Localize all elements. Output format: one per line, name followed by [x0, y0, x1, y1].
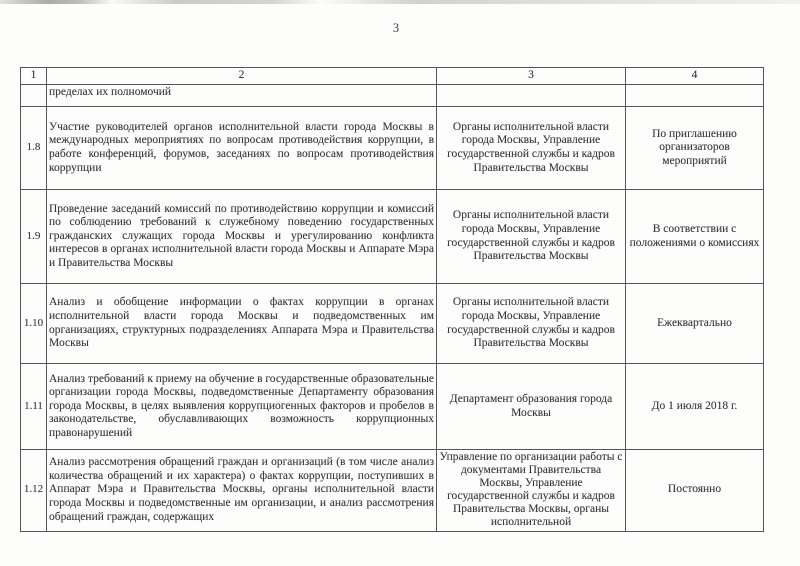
- column-header-4: 4: [626, 68, 764, 85]
- table-row-1-8: [21, 107, 764, 190]
- cell-term: Постоянно: [626, 450, 764, 532]
- table-row-1-12: [21, 450, 764, 532]
- cell-activity: пределах их полномочий: [47, 85, 437, 107]
- column-header-3: 3: [437, 68, 626, 85]
- cell-term: До 1 июля 2018 г.: [626, 364, 764, 450]
- table-header-row: [21, 68, 764, 85]
- cell-activity: Анализ и обобщение информации о фактах коррупции в органах исполнительной власти города Москвы и подведомственных им организациях, структурных подразделениях Аппарата Мэра и Правительства Москвы: [47, 284, 437, 364]
- cell-number: [21, 85, 47, 107]
- cell-term: По приглашению организаторов мероприятий: [626, 107, 764, 190]
- cell-number: 1.12: [21, 450, 47, 532]
- cell-responsible: Департамент образования города Москвы: [437, 364, 626, 450]
- cell-responsible: Органы исполнительной власти города Москвы, Управление государственной службы и кадров Правительства Москвы: [437, 284, 626, 364]
- cell-activity: Анализ рассмотрения обращений граждан и организаций (в том числе анализ количества обращений и их характера) о фактах коррупции, поступивших в Аппарат Мэра и Правительства Москвы, органы исполнительной власти города Москвы и подведомственные им организации, и анализ рассмотрения обращений граждан, содержащих: [47, 450, 437, 532]
- cell-activity: Анализ требований к приему на обучение в государственные образовательные организации города Москвы, подведомственные Департаменту образования города Москвы, в целях выявления коррупциогенных факторов и пробелов в законодательстве, обуславливающих возможность коррупционных правонарушений: [47, 364, 437, 450]
- cell-responsible: Органы исполнительной власти города Москвы, Управление государственной службы и кадров Правительства Москвы: [437, 190, 626, 284]
- cell-number: 1.9: [21, 190, 47, 284]
- table-row-continuation: [21, 85, 764, 107]
- table-row-1-10: [21, 284, 764, 364]
- cell-responsible: Управление по организации работы с документами Правительства Москвы, Управление государственной службы и кадров Правительства Москвы, органы исполнительной: [437, 450, 626, 532]
- column-header-1: 1: [21, 68, 47, 85]
- cell-responsible: [437, 85, 626, 107]
- cell-number: 1.11: [21, 364, 47, 450]
- cell-responsible: Органы исполнительной власти города Москвы, Управление государственной службы и кадров Правительства Москвы: [437, 107, 626, 190]
- cell-activity: Проведение заседаний комиссий по противодействию коррупции и комиссий по соблюдению требований к служебному поведению государственных гражданских служащих города Москвы и урегулированию конфликта интересов в органах исполнительной власти города Москвы и Аппарате Мэра и Правительства Москвы: [47, 190, 437, 284]
- cell-term: [626, 85, 764, 107]
- cell-term: В соответствии с положениями о комиссиях: [626, 190, 764, 284]
- cell-activity: Участие руководителей органов исполнительной власти города Москвы в международных мероприятиях по вопросам противодействия коррупции, в работе конференций, форумов, заседаниях по вопросам противодействия коррупции: [47, 107, 437, 190]
- table-row-1-9: [21, 190, 764, 284]
- cell-number: 1.8: [21, 107, 47, 190]
- cell-term: Ежеквартально: [626, 284, 764, 364]
- column-header-2: 2: [47, 68, 437, 85]
- scan-artifact-top: [0, 0, 800, 4]
- cell-number: 1.10: [21, 284, 47, 364]
- anticorruption-plan-table: [20, 67, 764, 532]
- page-number: 3: [392, 21, 400, 35]
- table-row-1-11: [21, 364, 764, 450]
